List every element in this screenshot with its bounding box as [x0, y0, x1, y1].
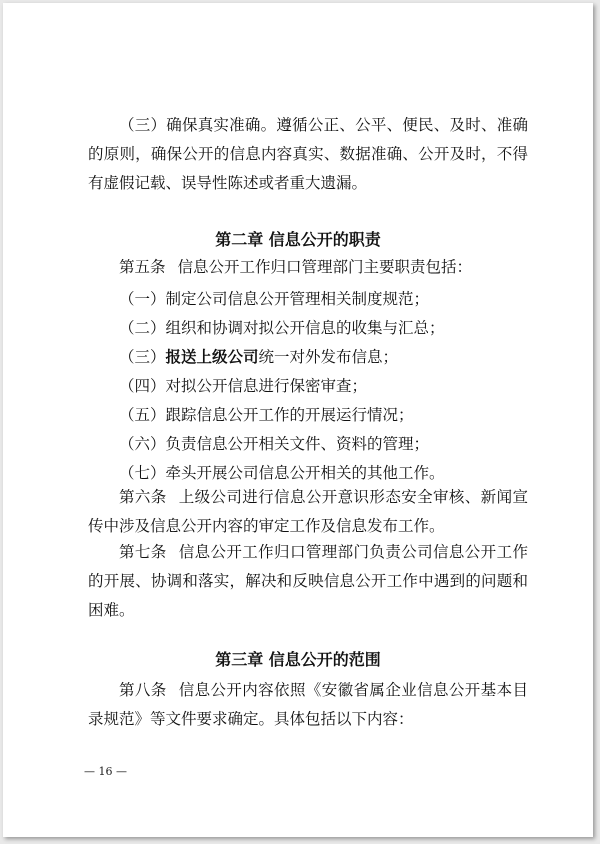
page-number: — 16 — [84, 765, 127, 778]
article-5-label: 第五条 [119, 258, 166, 276]
document-page [3, 3, 593, 837]
article-8 [88, 676, 528, 734]
list-item-text: 组织和协调对拟公开信息的收集与汇总； [165, 319, 445, 337]
chapter-3-heading: 第三章 信息公开的范围 [215, 650, 381, 669]
list-item [119, 289, 429, 309]
article-6-text: 上级公司进行信息公开意识形态安全审核、新闻宣传中涉及信息公开内容的审定工作及信息发布工作。 [88, 488, 528, 535]
list-item-text: 制定公司信息公开管理相关制度规范； [165, 290, 430, 308]
list-item-text: 跟踪信息公开工作的开展运行情况； [165, 406, 414, 424]
article-5-text: 信息公开工作归口管理部门主要职责包括： [177, 258, 473, 276]
chapter-2-heading: 第二章 信息公开的职责 [215, 230, 381, 249]
article-5 [88, 253, 528, 282]
list-item-prefix: （二） [119, 319, 166, 337]
article-6-label: 第六条 [119, 488, 167, 506]
list-item-prefix: （五） [119, 406, 166, 424]
article-6 [88, 483, 528, 541]
list-item-prefix: （四） [119, 377, 166, 395]
list-item-prefix: （一） [119, 290, 166, 308]
list-item [119, 405, 414, 425]
list-item-text: 对拟公开信息进行保密审查； [165, 377, 368, 395]
list-item-prefix: （六） [119, 435, 166, 453]
list-item [119, 347, 398, 367]
article-7-label: 第七条 [119, 543, 167, 561]
article-8-label: 第八条 [119, 681, 167, 699]
article-7-text: 信息公开工作归口管理部门负责公司信息公开工作的开展、协调和落实，解决和反映信息公开工作中遇到的问题和困难。 [88, 543, 528, 619]
list-item-prefix: （三） [119, 348, 166, 366]
list-item-text: 负责信息公开相关文件、资料的管理； [165, 435, 430, 453]
list-item-prefix: （七） [119, 464, 166, 482]
article-8-text: 信息公开内容依照《安徽省属企业信息公开基本目录规范》等文件要求确定。具体包括以下内容： [88, 681, 528, 728]
article-7 [88, 538, 528, 625]
list-item [119, 434, 429, 454]
list-item [119, 318, 445, 338]
list-item-text: 统一对外发布信息； [258, 348, 399, 366]
list-item-bold-text: 报送上级公司 [165, 348, 259, 366]
paragraph-intro: （三）确保真实准确。遵循公正、公平、便民、及时、准确的原则，确保公开的信息内容真实、数据准确、公开及时，不得有虚假记载、误导性陈述或者重大遗漏。 [88, 116, 528, 192]
list-item [119, 463, 445, 483]
list-item [119, 376, 367, 396]
list-item-text: 牵头开展公司信息公开相关的其他工作。 [165, 464, 445, 482]
